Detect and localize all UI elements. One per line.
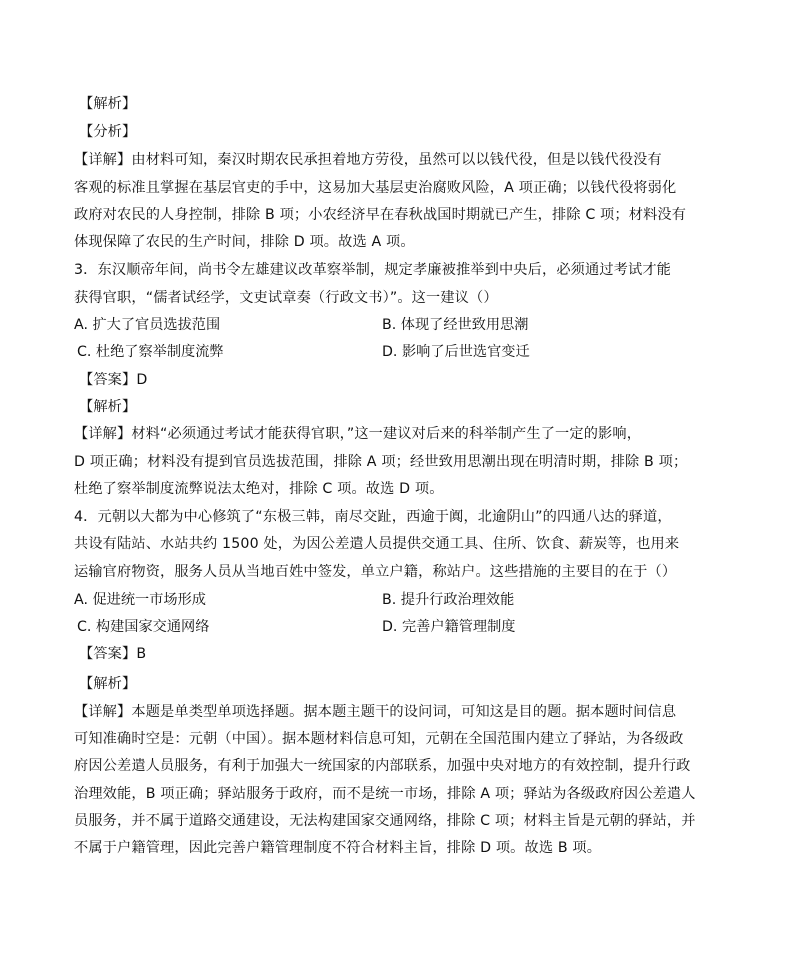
detail-paragraph-line: 客观的标准且掌握在基层官吏的手中，这易加大基层吏治腐败风险，A 项正确；以钱代役将弱化 (74, 180, 677, 196)
detail-paragraph-line: 不属于户籍管理，因此完善户籍管理制度不符合材料主旨，排除 D 项。故选 B 项。 (74, 840, 602, 856)
question-3-stem: 3．东汉顺帝年间，尚书令左雄建议改革察举制，规定孝廉被推举到中央后，必须通过考试才能 (74, 262, 672, 278)
question-4-stem: 共设有陆站、水站共约 1500 处，为因公差遣人员提供交通工具、住所、饮食、薪炭等，也用来 (74, 536, 680, 552)
question-3-stem: 获得官职，“儒者试经学，文吏试章奏（行政文书）”。这一建议（） (74, 290, 498, 306)
question-4-answer: 【答案】B (79, 646, 147, 662)
question-4-option-c: C. 构建国家交通网络 (77, 619, 210, 635)
detail-paragraph-line: 【详解】材料“必须通过考试才能获得官职，”这一建议对后来的科举制产生了一定的影响， (74, 426, 642, 442)
question-3-option-a: A. 扩大了官员选拔范围 (74, 317, 221, 333)
question-4-analysis-heading: 【解析】 (79, 676, 137, 692)
analysis-subheading: 【分析】 (79, 124, 137, 140)
question-4-option-d: D. 完善户籍管理制度 (382, 619, 516, 635)
detail-paragraph-line: 体现保障了农民的生产时间，排除 D 项。故选 A 项。 (74, 234, 415, 250)
detail-paragraph-line: 员服务，并不属于道路交通建设，无法构建国家交通网络，排除 C 项；材料主旨是元朝的驿站，并 (74, 813, 696, 829)
question-3-option-c: C. 杜绝了察举制度流弊 (77, 344, 224, 360)
question-4-option-a: A. 促进统一市场形成 (74, 592, 206, 608)
detail-paragraph-line: 【详解】由材料可知，秦汉时期农民承担着地方劳役，虽然可以以钱代役，但是以钱代役没有 (74, 152, 662, 168)
question-3-option-b: B. 体现了经世致用思潮 (382, 317, 529, 333)
question-4-stem: 运输官府物资，服务人员从当地百姓中签发，单立户籍，称站户。这些措施的主要目的在于（） (74, 564, 677, 580)
detail-paragraph-line: 政府对农民的人身控制，排除 B 项；小农经济早在春秋战国时期就已产生，排除 C 项；材料没有 (74, 207, 687, 223)
question-3-option-d: D. 影响了后世选官变迁 (382, 344, 530, 360)
detail-paragraph-line: 杜绝了察举制度流弊说法太绝对，排除 C 项。故选 D 项。 (74, 481, 444, 497)
question-4-option-b: B. 提升行政治理效能 (382, 592, 515, 608)
detail-paragraph-line: 府因公差遣人员服务，有利于加强大一统国家的内部联系，加强中央对地方的有效控制，提升行政 (74, 758, 691, 774)
question-4-stem: 4．元朝以大都为中心修筑了“东极三韩，南尽交趾，西逾于阗，北逾阴山”的四通八达的驿道， (74, 509, 672, 525)
detail-paragraph-line: 治理效能，B 项正确；驿站服务于政府，而不是统一市场，排除 A 项；驿站为各级政府因公差遣人 (74, 786, 696, 802)
question-3-analysis-heading: 【解析】 (79, 399, 137, 415)
detail-paragraph-line: D 项正确；材料没有提到官员选拔范围，排除 A 项；经世致用思潮出现在明清时期，排除 B 项； (74, 454, 688, 470)
question-3-answer: 【答案】D (79, 372, 148, 388)
analysis-heading: 【解析】 (79, 96, 137, 112)
detail-paragraph-line: 【详解】本题是单类型单项选择题。据本题主题干的设问词，可知这是目的题。据本题时间信息 (74, 704, 677, 720)
detail-paragraph-line: 可知准确时空是：元朝（中国）。据本题材料信息可知，元朝在全国范围内建立了驿站，为各级政 (74, 731, 684, 747)
